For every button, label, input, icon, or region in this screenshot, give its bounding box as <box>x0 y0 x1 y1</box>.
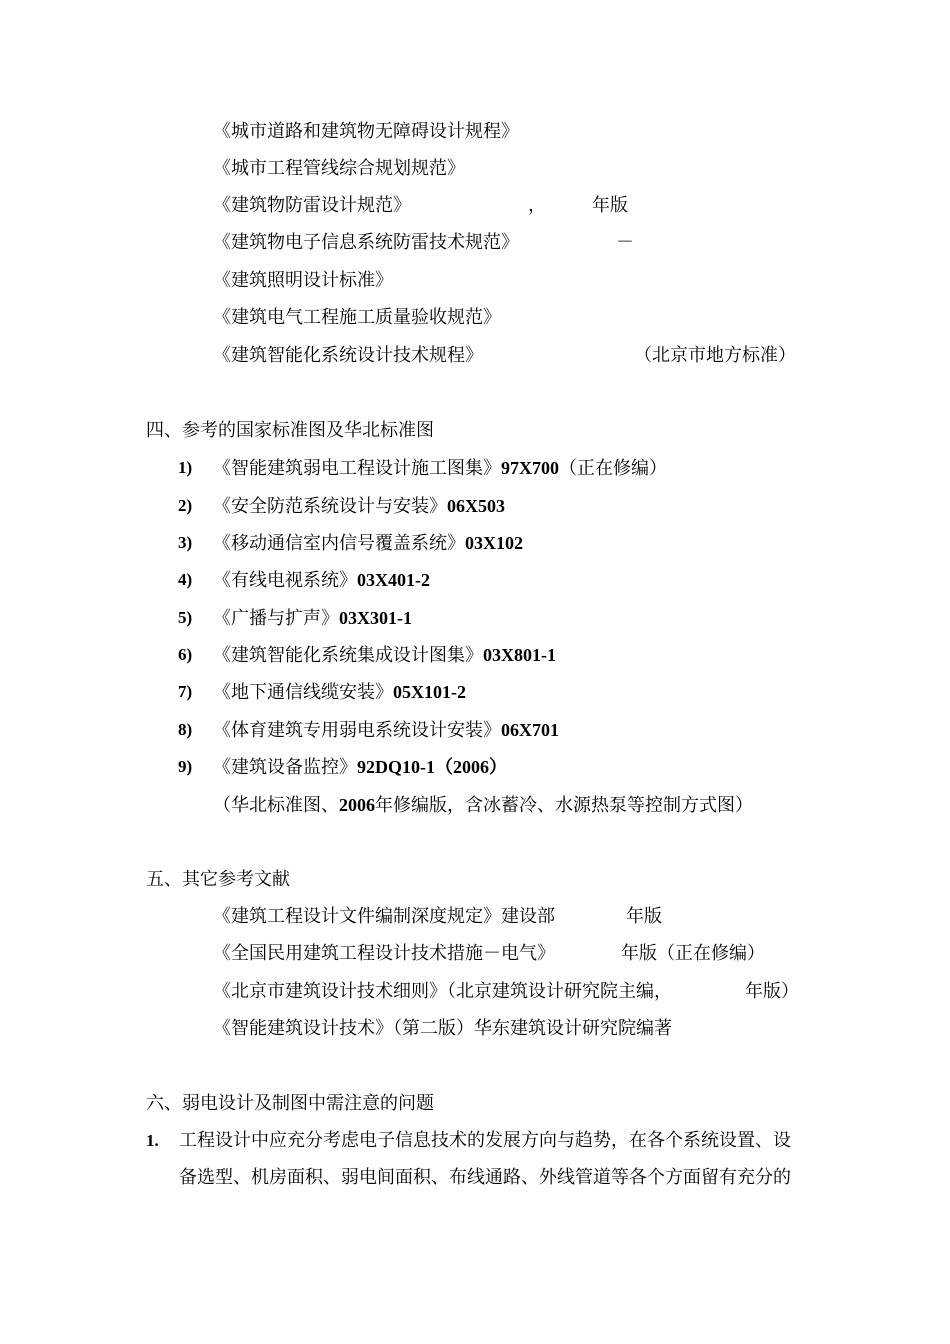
section-heading: 五、其它参考文献 <box>146 869 290 890</box>
standard-title: 《城市道路和建筑物无障碍设计规程》 <box>213 121 519 142</box>
reference-title: 《建筑工程设计文件编制深度规定》建设部 <box>213 906 555 927</box>
list-number: 1. <box>146 1131 159 1150</box>
reference-title: 《智能建筑设计技术》（第二版）华东建筑设计研究院编著 <box>213 1018 672 1039</box>
standard-edition: 年版 <box>592 195 628 216</box>
list-item: 《建筑设备监控》92DQ10-1（2006） <box>213 757 507 778</box>
standard-title: 《建筑智能化系统设计技术规程》 <box>213 345 483 366</box>
reference-edition: 年版（正在修编） <box>621 943 765 964</box>
list-item: 《广播与扩声》03X301-1 <box>213 608 412 629</box>
reference-title: 《全国民用建筑工程设计技术措施－电气》 <box>213 943 555 964</box>
list-item: 《移动通信室内信号覆盖系统》03X102 <box>213 533 523 554</box>
paragraph-line: 工程设计中应充分考虑电子信息技术的发展方向与趋势，在各个系统设置、设 <box>179 1130 791 1151</box>
section-heading: 四、参考的国家标准图及华北标准图 <box>146 420 434 441</box>
list-item: 《智能建筑弱电工程设计施工图集》97X700（正在修编） <box>213 458 667 479</box>
standard-separator: ， <box>528 195 546 216</box>
standard-title: 《建筑照明设计标准》 <box>213 270 393 291</box>
paragraph-line: 备选型、机房面积、弱电间面积、布线通路、外线管道等各个方面留有充分的 <box>179 1167 791 1188</box>
section-heading: 六、弱电设计及制图中需注意的问题 <box>146 1093 434 1114</box>
list-item: 《安全防范系统设计与安装》06X503 <box>213 496 505 517</box>
standard-title: 《建筑物防雷设计规范》 <box>213 195 411 216</box>
standard-title: 《建筑电气工程施工质量验收规范》 <box>213 307 501 328</box>
list-number: 6) <box>178 645 193 664</box>
reference-edition: 年版） <box>745 981 799 1002</box>
list-number: 9) <box>178 757 193 776</box>
standard-separator: － <box>616 232 634 253</box>
standard-title: 《城市工程管线综合规划规范》 <box>213 158 465 179</box>
list-item: 《建筑智能化系统集成设计图集》03X801-1 <box>213 645 556 666</box>
list-number: 5) <box>178 608 193 627</box>
list-number: 4) <box>178 570 193 589</box>
list-number: 7) <box>178 682 193 701</box>
list-number: 2) <box>178 496 193 515</box>
list-item: 《有线电视系统》03X401-2 <box>213 570 430 591</box>
reference-edition: 年版 <box>626 906 662 927</box>
reference-title: 《北京市建筑设计技术细则》（北京建筑设计研究院主编， <box>213 981 672 1002</box>
standard-title: 《建筑物电子信息系统防雷技术规范》 <box>213 232 519 253</box>
list-item-note: （华北标准图、2006年修编版，含冰蓄冷、水源热泵等控制方式图） <box>213 795 753 816</box>
list-item: 《地下通信线缆安装》05X101-2 <box>213 682 466 703</box>
list-number: 8) <box>178 720 193 739</box>
list-number: 3) <box>178 533 193 552</box>
list-item: 《体育建筑专用弱电系统设计安装》06X701 <box>213 720 559 741</box>
standard-note: （北京市地方标准） <box>634 345 796 366</box>
list-number: 1) <box>178 458 193 477</box>
